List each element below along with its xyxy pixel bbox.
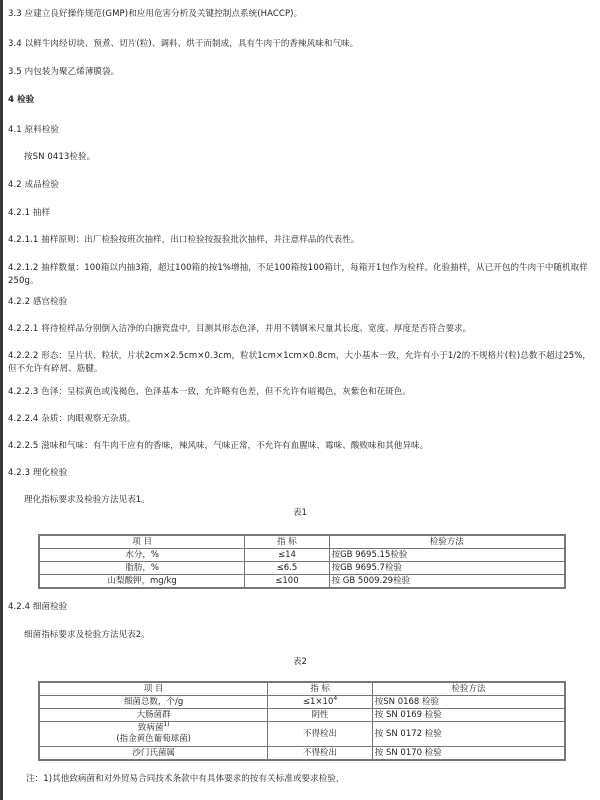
clause-4-1-heading: 4.1 原料检验: [8, 125, 60, 135]
cell-method: 按SN 0168 检验: [372, 696, 565, 709]
cell-item: [39, 722, 268, 747]
cell-limit: 阴性: [268, 709, 372, 722]
table-row: [39, 696, 565, 709]
table-row: [39, 562, 565, 575]
clause-4-2-2-heading: 4.2.2 感官检验: [8, 297, 68, 307]
clause-4-2-1-heading: 4.2.1 抽样: [8, 208, 51, 218]
clause-4-2-3-body: 理化指标要求及检验方法见表1。: [24, 495, 150, 505]
cell-limit: 不得检出: [268, 747, 372, 761]
table-1-physicochemical: [38, 534, 566, 589]
clause-4-2-2-3: 4.2.2.3 色泽：呈棕黄色或浅褐色，色泽基本一致，允许略有色差，但不允许有暗褐色，灰紫色和花斑色。: [8, 387, 412, 397]
clause-4-2-3-heading: 4.2.3 理化检验: [8, 468, 68, 478]
limit-base: ≤1×10: [302, 697, 334, 707]
limit-exponent: 4: [333, 695, 338, 703]
table-header-row: [39, 535, 565, 549]
item-name: 致病菌: [137, 723, 164, 733]
cell-method: 按 SN 0172 检验: [372, 722, 565, 747]
cell-method: 按 SN 0170 检验: [372, 747, 565, 761]
table-header-row: [39, 682, 565, 696]
cell-method: 按 GB 5009.29检验: [329, 575, 565, 589]
table-row: [39, 575, 565, 589]
header-item: 项 目: [39, 682, 268, 696]
section-4-heading: 4 检验: [8, 95, 35, 105]
cell-method: 按GB 9695.7检验: [329, 562, 565, 575]
cell-method: 按 SN 0169 检验: [372, 709, 565, 722]
table-row: [39, 549, 565, 562]
table-2-footnote: 注：1)其他致病菌和对外贸易合同技术条款中有具体要求的按有关标准或要求检验，: [26, 774, 345, 784]
clause-4-2-2-5: 4.2.2.5 滋味和气味：有牛肉干应有的香味，辣风味，气味正常，不允许有血腥味、霉味、酸败味和其他异味。: [8, 441, 429, 451]
clause-4-2-2-4: 4.2.2.4 杂质：肉眼观察无杂质。: [8, 414, 136, 424]
clause-4-2-1-2: 4.2.1.2 抽样数量：100箱以内抽3箱，超过100箱的按1%增抽，不足100箱按100箱计，每箱开1包作为检样。化验抽样，从已开包的牛肉干中随机取样250g。: [8, 263, 588, 286]
table-row: [39, 747, 565, 761]
cell-limit: 不得检出: [268, 722, 372, 747]
cell-limit: [268, 696, 372, 709]
table2-caption: 表2: [293, 657, 307, 667]
cell-item: 水分，%: [39, 549, 245, 562]
header-method: 检验方法: [372, 682, 565, 696]
clause-4-2-4-body: 细菌指标要求及检验方法见表2。: [24, 630, 150, 640]
header-limit: 指 标: [245, 535, 329, 549]
cell-limit: ≤100: [245, 575, 329, 589]
table-2-microbiological: [38, 681, 566, 761]
cell-method: 按GB 9695.15检验: [329, 549, 565, 562]
clause-3-5: 3.5 内包装为聚乙烯薄膜袋。: [8, 67, 120, 77]
clause-4-2-2-1: 4.2.2.1 将待检样品分别倒入洁净的白搪瓷盘中，目测其形态色泽，并用不锈钢米尺量其长度、宽度、厚度是否符合要求。: [8, 324, 472, 334]
clause-3-3: 3.3 应建立良好操作规范(GMP)和应用危害分析及关键控制点系统(HACCP)。: [8, 9, 303, 19]
cell-item: 细菌总数，个/g: [39, 696, 268, 709]
header-limit: 指 标: [268, 682, 372, 696]
cell-item: 山梨酸钾，mg/kg: [39, 575, 245, 589]
clause-4-1-body: 按SN 0413检验。: [24, 152, 96, 162]
clause-3-4: 3.4 以鲜牛肉经切块、预煮、切片(粒)、调料、烘干而制成，具有牛肉干的香辣风味和气味。: [8, 39, 359, 49]
table-row: [39, 722, 565, 747]
table-row: [39, 709, 565, 722]
header-item: 项 目: [39, 535, 245, 549]
cell-limit: ≤14: [245, 549, 329, 562]
header-method: 检验方法: [329, 535, 565, 549]
clause-4-2-1-1: 4.2.1.1 抽样原则：出厂检验按班次抽样，出口检验按报验批次抽样，并注意样品的代表性。: [8, 235, 360, 245]
cell-item: 沙门氏菌属: [39, 747, 268, 761]
footnote-marker: 1): [163, 721, 170, 729]
clause-4-2-4-heading: 4.2.4 细菌检验: [8, 602, 68, 612]
clause-4-2-2-2: 4.2.2.2 形态：呈片状、粒状，片状2cm×2.5cm×0.3cm，粒状1cm×1cm×0.8cm，大小基本一致，允许有小于1/2的不规格片(粒)总数不超过25%，但不允许有碎屑、筋腱。: [8, 351, 592, 374]
page-left-border: [0, 0, 3, 800]
cell-limit: ≤6.5: [245, 562, 329, 575]
table1-caption: 表1: [293, 508, 307, 518]
cell-item: 脂肪，%: [39, 562, 245, 575]
cell-item: 大肠菌群: [39, 709, 268, 722]
item-note: (指金黄色葡萄球菌): [116, 734, 191, 744]
clause-4-2-heading: 4.2 成品检验: [8, 180, 60, 190]
